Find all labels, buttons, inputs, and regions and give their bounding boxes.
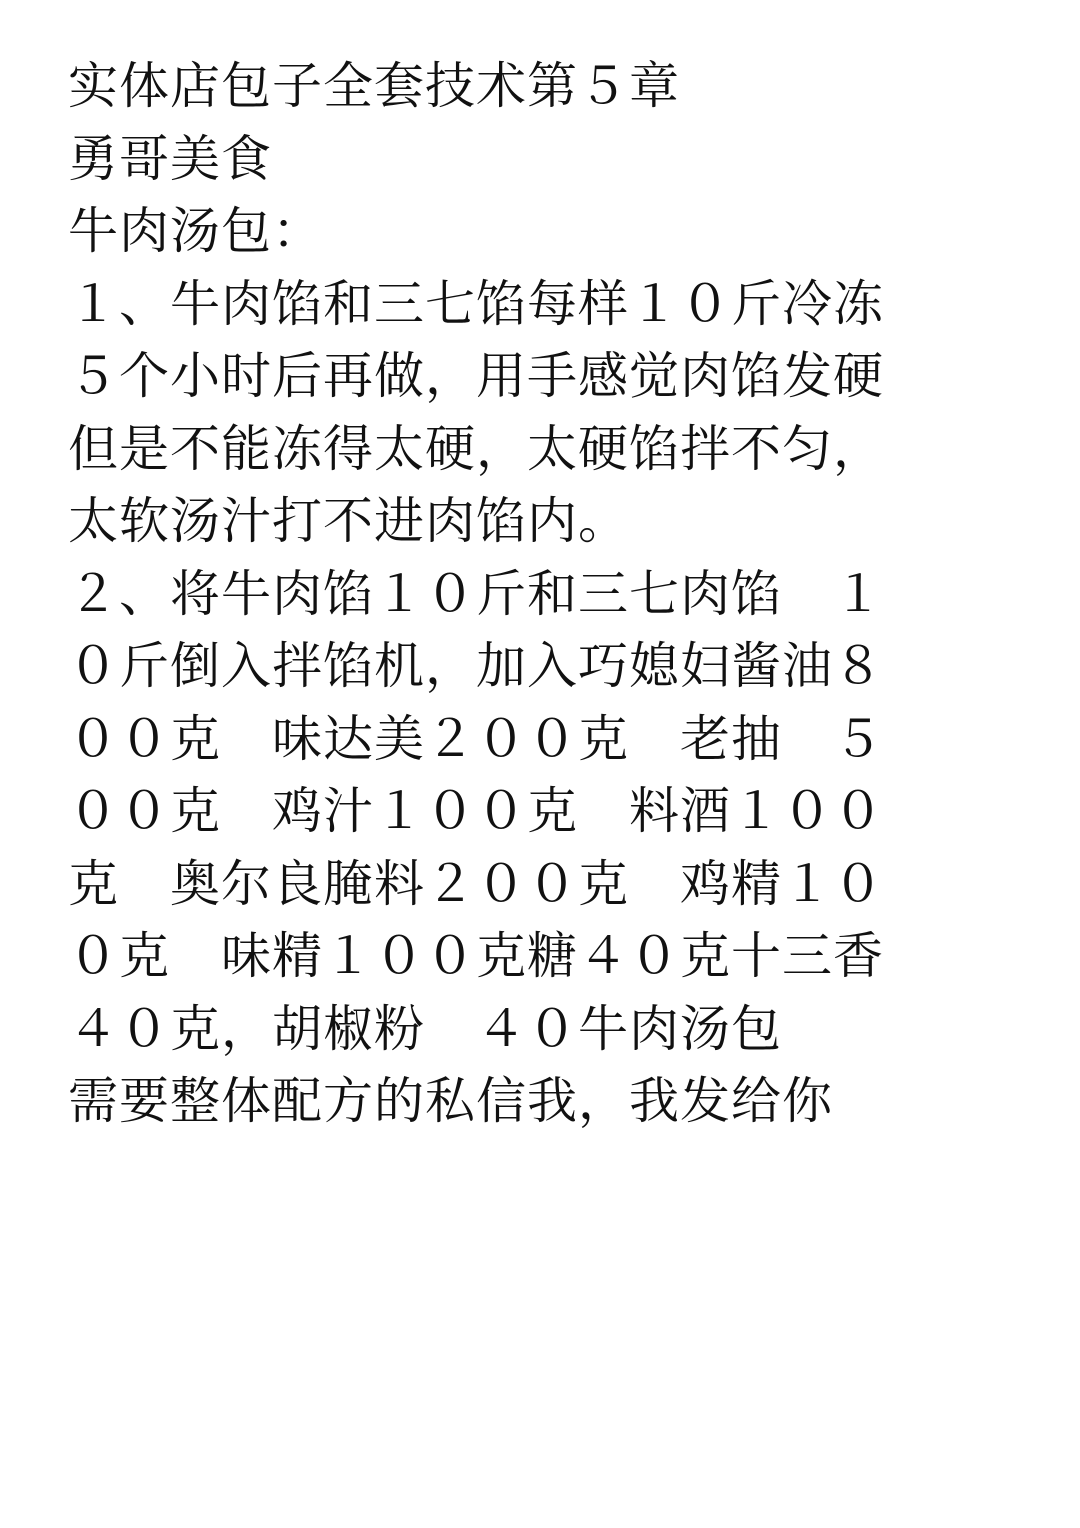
text-line-12: 需要整体配方的私信我，我发给你 <box>68 1072 833 1130</box>
text-line-8: ００克 鸡汁１００克 料酒１００ <box>68 782 884 840</box>
text-line-6: ０斤倒入拌馅机，加入巧媳妇酱油８ <box>68 637 884 695</box>
text-line-3: 但是不能冻得太硬，太硬馅拌不匀， <box>68 419 884 478</box>
text-line-7: ００克 味达美２００克 老抽 ５ <box>68 709 884 768</box>
document-body <box>68 50 968 1138</box>
text-line-11: ４０克，胡椒粉 ４０牛肉汤包 <box>68 999 782 1058</box>
text-line-1: １、牛肉馅和三七馅每样１０斤冷冻 <box>68 274 884 333</box>
text-line-10: ０克 味精１００克糖４０克十三香 <box>68 927 884 985</box>
recipe-heading: 牛肉汤包： <box>68 202 323 260</box>
text-line-9: 克 奥尔良腌料２００克 鸡精１０ <box>68 854 884 913</box>
text-line-5: ２、将牛肉馅１０斤和三七肉馅 １ <box>68 564 884 623</box>
document-title: 实体店包子全套技术第５章 <box>68 57 680 115</box>
document-author: 勇哥美食 <box>68 129 272 188</box>
text-line-2: ５个小时后再做，用手感觉肉馅发硬 <box>68 347 884 405</box>
text-line-4: 太软汤汁打不进肉馅内。 <box>68 492 629 550</box>
